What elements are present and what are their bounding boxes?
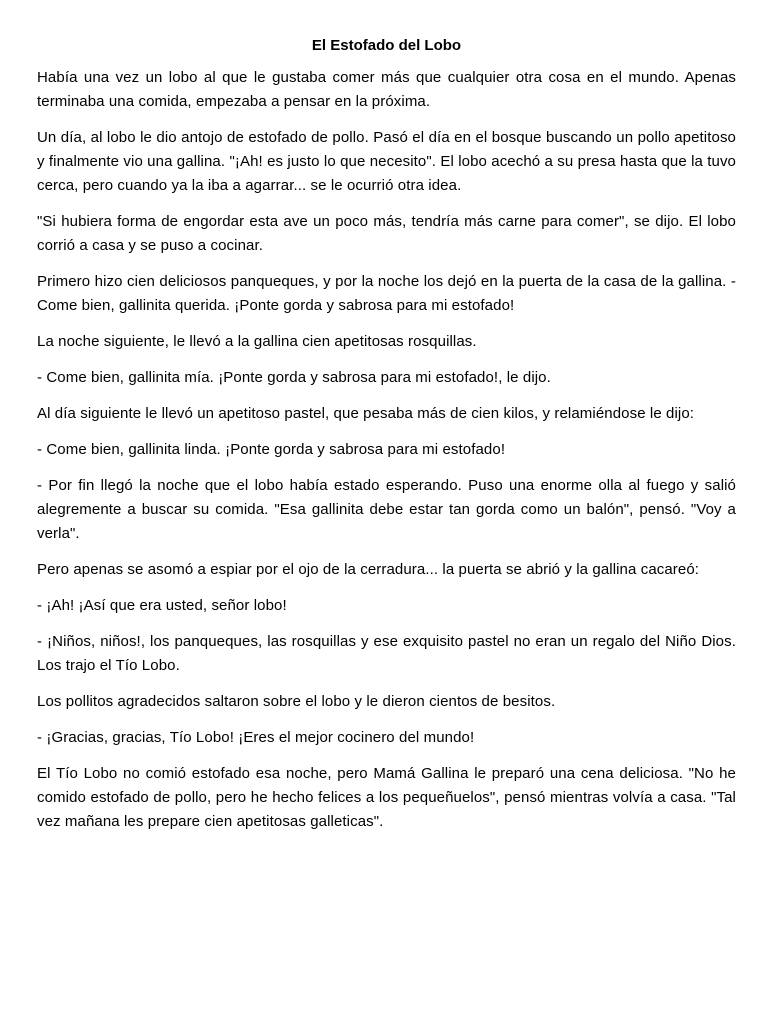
paragraph-4: Primero hizo cien deliciosos panqueques, y por la noche los dejó en la puerta de la casa de la gallina. - Come bien, gallinita querida. ¡Ponte gorda y sabrosa para mi estofado!	[37, 273, 736, 314]
paragraph-15: El Tío Lobo no comió estofado esa noche, pero Mamá Gallina le preparó una cena deliciosa. "No he comido estofado de pollo, pero he hecho felices a los pequeñuelos", pensó mientras volvía a casa. "Tal vez mañana les prepare cien apetitosas galleticas".	[37, 765, 736, 830]
paragraph-10: Pero apenas se asomó a espiar por el ojo de la cerradura... la puerta se abrió y la gallina cacareó:	[37, 561, 700, 578]
paragraph-5: La noche siguiente, le llevó a la gallina cien apetitosas rosquillas.	[37, 333, 477, 350]
paragraph-6: - Come bien, gallinita mía. ¡Ponte gorda y sabrosa para mi estofado!, le dijo.	[37, 369, 551, 386]
paragraph-11: - ¡Ah! ¡Así que era usted, señor lobo!	[37, 597, 287, 614]
paragraph-13: Los pollitos agradecidos saltaron sobre el lobo y le dieron cientos de besitos.	[37, 693, 556, 710]
paragraph-1: Había una vez un lobo al que le gustaba comer más que cualquier otra cosa en el mundo. Apenas terminaba una comida, empezaba a pensar en la próxima.	[37, 69, 736, 110]
document-title: El Estofado del Lobo	[311, 37, 462, 54]
paragraph-8: - Come bien, gallinita linda. ¡Ponte gorda y sabrosa para mi estofado!	[37, 441, 506, 458]
paragraph-3: "Si hubiera forma de engordar esta ave un poco más, tendría más carne para comer", se dijo. El lobo corrió a casa y se puso a cocinar.	[37, 213, 736, 254]
paragraph-14: - ¡Gracias, gracias, Tío Lobo! ¡Eres el mejor cocinero del mundo!	[37, 729, 475, 746]
paragraph-7: Al día siguiente le llevó un apetitoso pastel, que pesaba más de cien kilos, y relamiéndose le dijo:	[37, 405, 695, 422]
paragraph-9: - Por fin llegó la noche que el lobo había estado esperando. Puso una enorme olla al fuego y salió alegremente a buscar su comida. "Esa gallinita debe estar tan gorda como un balón", pensó. "Voy a verla".	[37, 477, 736, 542]
paragraph-2: Un día, al lobo le dio antojo de estofado de pollo. Pasó el día en el bosque buscando un pollo apetitoso y finalmente vio una gallina. "¡Ah! es justo lo que necesito". El lobo acechó a su presa hasta que la tuvo cerca, pero cuando ya la iba a agarrar... se le ocurrió otra idea.	[37, 129, 736, 194]
paragraph-12: - ¡Niños, niños!, los panqueques, las rosquillas y ese exquisito pastel no eran un regalo del Niño Dios. Los trajo el Tío Lobo.	[37, 633, 736, 674]
document-page	[37, 36, 736, 846]
